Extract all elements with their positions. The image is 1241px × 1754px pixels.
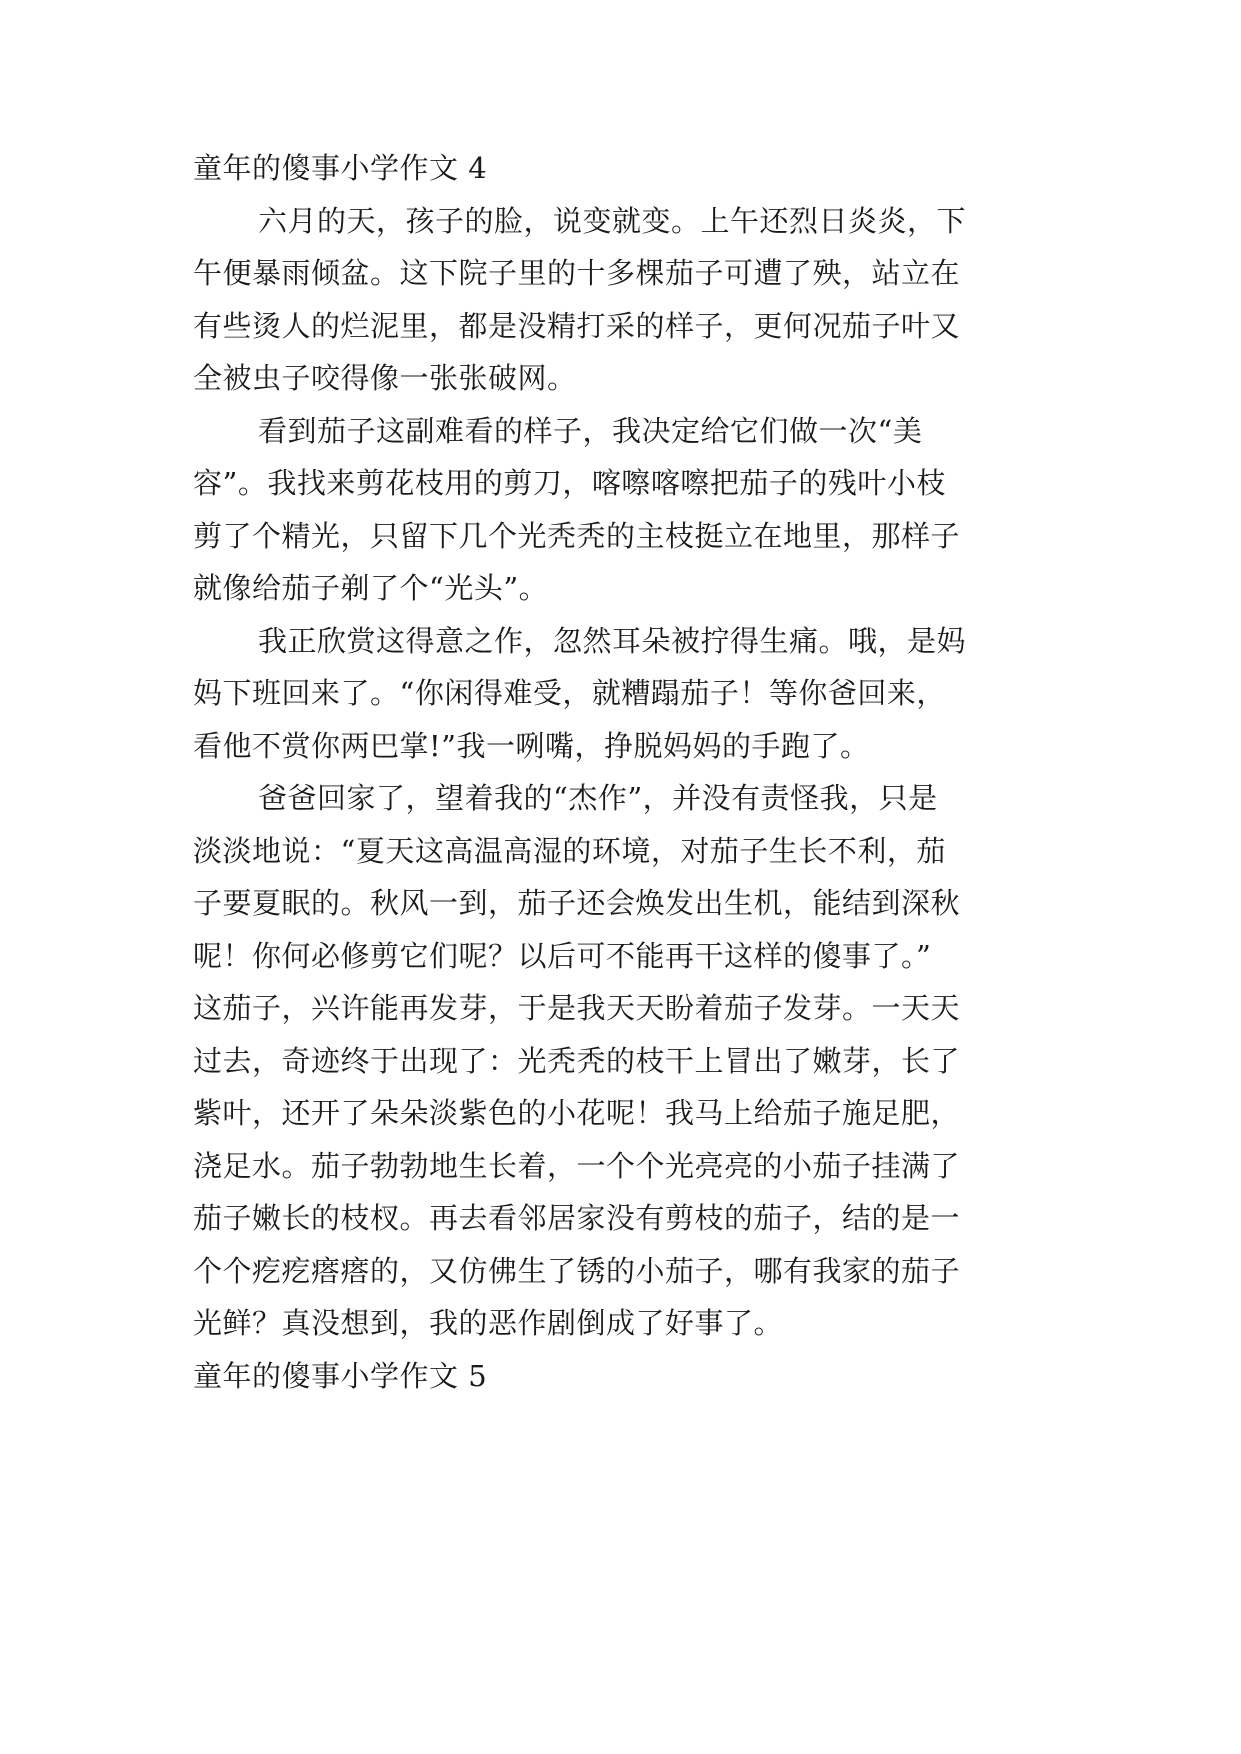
paragraph-line: 看他不赏你两巴掌!”我一咧嘴，挣脱妈妈的手跑了。: [193, 729, 870, 763]
paragraph-line: 爸爸回家了，望着我的“杰作”，并没有责怪我，只是: [258, 781, 938, 815]
paragraph-line: 就像给茄子剃了个“光头”。: [193, 571, 549, 605]
paragraph-line: 光鲜？真没想到，我的恶作剧倒成了好事了。: [193, 1306, 784, 1340]
paragraph-line: 剪了个精光，只留下几个光秃秃的主枝挺立在地里，那样子: [193, 519, 961, 553]
paragraph-line: 浇足水。茄子勃勃地生长着，一个个光亮亮的小茄子挂满了: [193, 1149, 961, 1183]
paragraph-line: 全被虫子咬得像一张张破网。: [193, 361, 577, 395]
paragraph-line: 淡淡地说：“夏天这高温高湿的环境，对茄子生长不利，茄: [193, 834, 946, 868]
paragraph-line: 妈下班回来了。“你闲得难受，就糟蹋茄子！等你爸回来，: [193, 676, 946, 710]
paragraph-line: 有些烫人的烂泥里，都是没精打采的样子，更何况茄子叶又: [193, 309, 961, 343]
paragraph-line: 这茄子，兴许能再发芽，于是我天天盼着茄子发芽。一天天: [193, 991, 961, 1025]
paragraph-line: 午便暴雨倾盆。这下院子里的十多棵茄子可遭了殃，站立在: [193, 256, 961, 290]
paragraph-line: 容”。我找来剪花枝用的剪刀，喀嚓喀嚓把茄子的残叶小枝: [193, 466, 946, 500]
paragraph-line: 个个疙疙瘩瘩的，又仿佛生了锈的小茄子，哪有我家的茄子: [193, 1254, 961, 1288]
paragraph-line: 子要夏眠的。秋风一到，茄子还会焕发出生机，能结到深秋: [193, 886, 961, 920]
paragraph-line: 六月的天，孩子的脸，说变就变。上午还烈日炎炎，下: [258, 204, 967, 238]
paragraph-line: 紫叶，还开了朵朵淡紫色的小花呢！我马上给茄子施足肥，: [193, 1096, 961, 1130]
paragraph-line: 过去，奇迹终于出现了：光秃秃的枝干上冒出了嫩芽，长了: [193, 1044, 961, 1078]
section-heading: 童年的傻事小学作文 4: [193, 151, 488, 185]
section-heading: 童年的傻事小学作文 5: [193, 1359, 488, 1393]
paragraph-line: 我正欣赏这得意之作，忽然耳朵被拧得生痛。哦，是妈: [258, 624, 967, 658]
paragraph-line: 看到茄子这副难看的样子，我决定给它们做一次“美: [258, 414, 923, 448]
paragraph-line: 呢！你何必修剪它们呢？以后可不能再干这样的傻事了。”: [193, 939, 932, 973]
paragraph-line: 茄子嫩长的枝杈。再去看邻居家没有剪枝的茄子，结的是一: [193, 1201, 961, 1235]
